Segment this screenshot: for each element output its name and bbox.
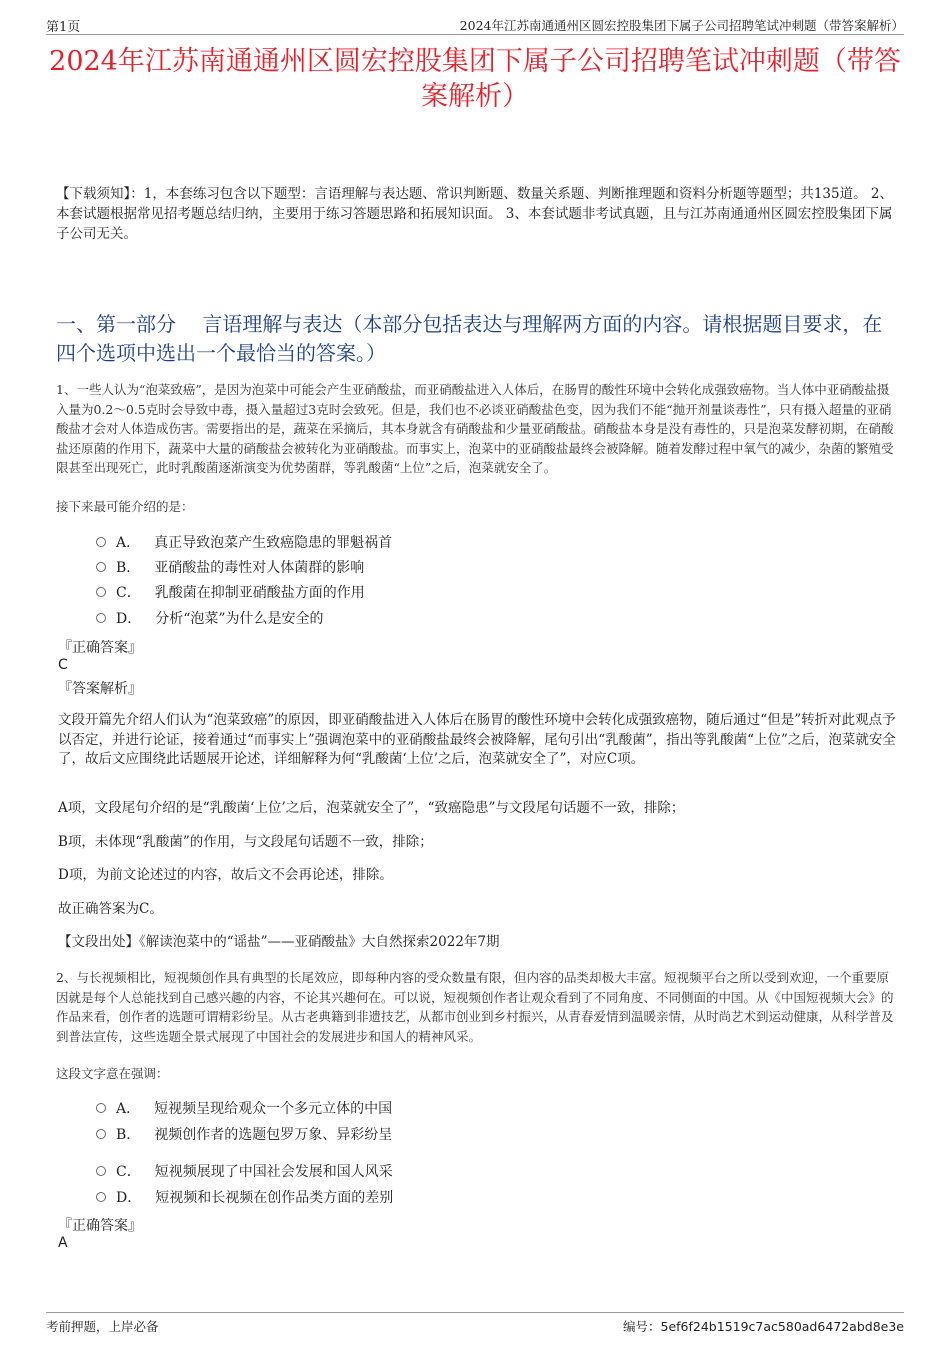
radio-icon[interactable] (96, 1129, 106, 1139)
q1-analysis-b: B项，未体现“乳酸菌”的作用，与文段尾句话题不一致，排除； (58, 834, 433, 850)
q1-analysis-a: A项，文段尾句介绍的是“乳酸菌‘上位’之后，泡菜就安全了”，“致癌隐患”与文段尾句话题不一致，排除； (58, 800, 685, 816)
radio-icon[interactable] (96, 1192, 106, 1202)
q2-answer-label: 『正确答案』 (58, 1218, 142, 1234)
radio-icon[interactable] (96, 537, 106, 547)
q1-analysis-conclusion: 故正确答案为C。 (58, 901, 163, 917)
q1-answer-label: 『正确答案』 (58, 640, 142, 656)
option-letter: A． (116, 535, 141, 551)
section-heading: 一、第一部分 言语理解与表达（本部分包括表达与理解两方面的内容。请根据题目要求，在四个选项中选出一个最恰当的答案。） (56, 312, 883, 365)
option-text: 分析“泡菜”为什么是安全的 (155, 611, 324, 627)
option-letter: B． (116, 1127, 141, 1143)
page-header (46, 14, 904, 35)
option-text: 短视频呈现给观众一个多元立体的中国 (154, 1101, 393, 1117)
document-title: 2024年江苏南通通州区圆宏控股集团下属子公司招聘笔试冲刺题（带答案解析） (49, 46, 901, 112)
option-text: 真正导致泡菜产生致癌隐患的罪魁祸首 (154, 535, 393, 551)
q2-option-d[interactable] (96, 1187, 393, 1207)
option-letter: C． (116, 585, 141, 601)
question-2-prompt: 这段文字意在强调： (56, 1066, 169, 1081)
option-letter: A． (116, 1101, 141, 1117)
option-letter: D． (116, 611, 142, 627)
radio-icon[interactable] (96, 1103, 106, 1113)
option-letter: B． (116, 560, 141, 576)
q2-option-c[interactable] (96, 1161, 393, 1181)
option-text: 亚硝酸盐的毒性对人体菌群的影响 (154, 560, 365, 576)
q1-analysis-d: D项，为前文论述过的内容，故后文不会再论述，排除。 (58, 867, 393, 883)
option-text: 乳酸菌在抑制亚硝酸盐方面的作用 (154, 585, 365, 601)
q2-answer: A (58, 1235, 68, 1251)
option-text: 短视频和长视频在创作品类方面的差别 (155, 1190, 394, 1206)
footer-code-block (623, 1317, 904, 1335)
radio-icon[interactable] (96, 562, 106, 572)
footer-slogan: 考前押题，上岸必备 (46, 1319, 159, 1334)
q1-source: 【文段出处】《解读泡菜中的“谣盐”——亚硝酸盐》大自然探索2022年7期 (58, 934, 500, 950)
option-letter: C． (116, 1164, 141, 1180)
header-doc-title: 2024年江苏南通通州区圆宏控股集团下属子公司招聘笔试冲刺题（带答案解析） (459, 18, 904, 33)
q1-analysis-main: 文段开篇先介绍人们认为“泡菜致癌”的原因，即亚硝酸盐进入人体后在肠胃的酸性环境中会转化成强致癌物，随后通过“但是”转折对此观点予以否定，并进行论证，接着通过“而事实上”强调泡菜中的亚硝酸盐最终会被降解，尾句引出“乳酸菌”，指出等乳酸菌“上位”之后，泡菜就安全了，故后文应围绕此话题展开论述，详细解释为何“乳酸菌‘上位’之后，泡菜就安全了”，对应C项。 (58, 712, 896, 767)
q2-option-a[interactable] (96, 1098, 392, 1118)
q2-option-b[interactable] (96, 1124, 392, 1144)
question-2-stem: 2、与长视频相比，短视频创作具有典型的长尾效应，即每种内容的受众数量有限，但内容的品类却极大丰富。短视频平台之所以受到欢迎，一个重要原因就是每个人总能找到自己感兴趣的内容，不论其兴趣何在。可以说，短视频创作者让观众看到了不同角度、不同侧面的中国。从《中国短视频大会》的作品来看，创作者的选题可谓精彩纷呈。从古老典籍到非遗技艺，从都市创业到乡村振兴，从青春爱情到温暖亲情，从时尚艺术到运动健康，从科学普及到普法宣传，这些选题全景式展现了中国社会的发展进步和国人的精神风采。 (56, 970, 894, 1044)
q1-option-a[interactable] (96, 532, 392, 552)
radio-icon[interactable] (96, 587, 106, 597)
download-notice: 【下载须知】：1，本套练习包含以下题型：言语理解与表达题、常识判断题、数量关系题、判断推理题和资料分析题等题型；共135道。 2、本套试题根据常见招考题总结归纳，主要用于练习答题思路和拓展知识面。 3、本套试题非考试真题，且与江苏南通通州区圆宏控股集团下属子公司无关。 (56, 186, 893, 242)
q1-option-b[interactable] (96, 557, 364, 577)
page-number: 第1页 (46, 20, 81, 35)
q1-analysis-label: 『答案解析』 (58, 681, 142, 697)
radio-icon[interactable] (96, 613, 106, 623)
option-letter: D． (116, 1190, 142, 1206)
radio-icon[interactable] (96, 1166, 106, 1176)
option-text: 视频创作者的选题包罗万象、异彩纷呈 (154, 1127, 393, 1143)
q1-option-d[interactable] (96, 608, 324, 628)
question-1-stem: 1、一些人认为“泡菜致癌”，是因为泡菜中可能会产生亚硝酸盐，而亚硝酸盐进入人体后，在肠胃的酸性环境中会转化成强致癌物。当人体中亚硝酸盐摄入量为0.2～0.5克时会导致中毒，摄入量超过3克时会致死。但是，我们也不必谈亚硝酸盐色变，因为我们不能“抛开剂量谈毒性”，只有摄入超量的亚硝酸盐才会对人体造成伤害。需要指出的是，蔬菜在采摘后，其本身就含有硝酸盐和少量亚硝酸盐。硝酸盐本身是没有毒性的，只是泡菜发酵初期，在硝酸盐还原菌的作用下，蔬菜中大量的硝酸盐会被转化为亚硝酸盐。而事实上，泡菜中的亚硝酸盐最终会被降解。随着发酵过程中氧气的减少，杂菌的繁殖受限甚至出现死亡，此时乳酸菌逐渐演变为优势菌群，等乳酸菌“上位”之后，泡菜就安全了。 (56, 382, 894, 475)
option-text: 短视频展现了中国社会发展和国人风采 (154, 1164, 393, 1180)
footer-code-label: 编号： (622, 1319, 661, 1334)
footer-code: 5ef6f24b1519c7ac580ad6472abd8e3e (660, 1319, 904, 1334)
question-1-prompt: 接下来最可能介绍的是： (56, 499, 194, 514)
q1-answer: C (58, 657, 68, 673)
q1-option-c[interactable] (96, 582, 365, 602)
page-footer (46, 1312, 904, 1334)
